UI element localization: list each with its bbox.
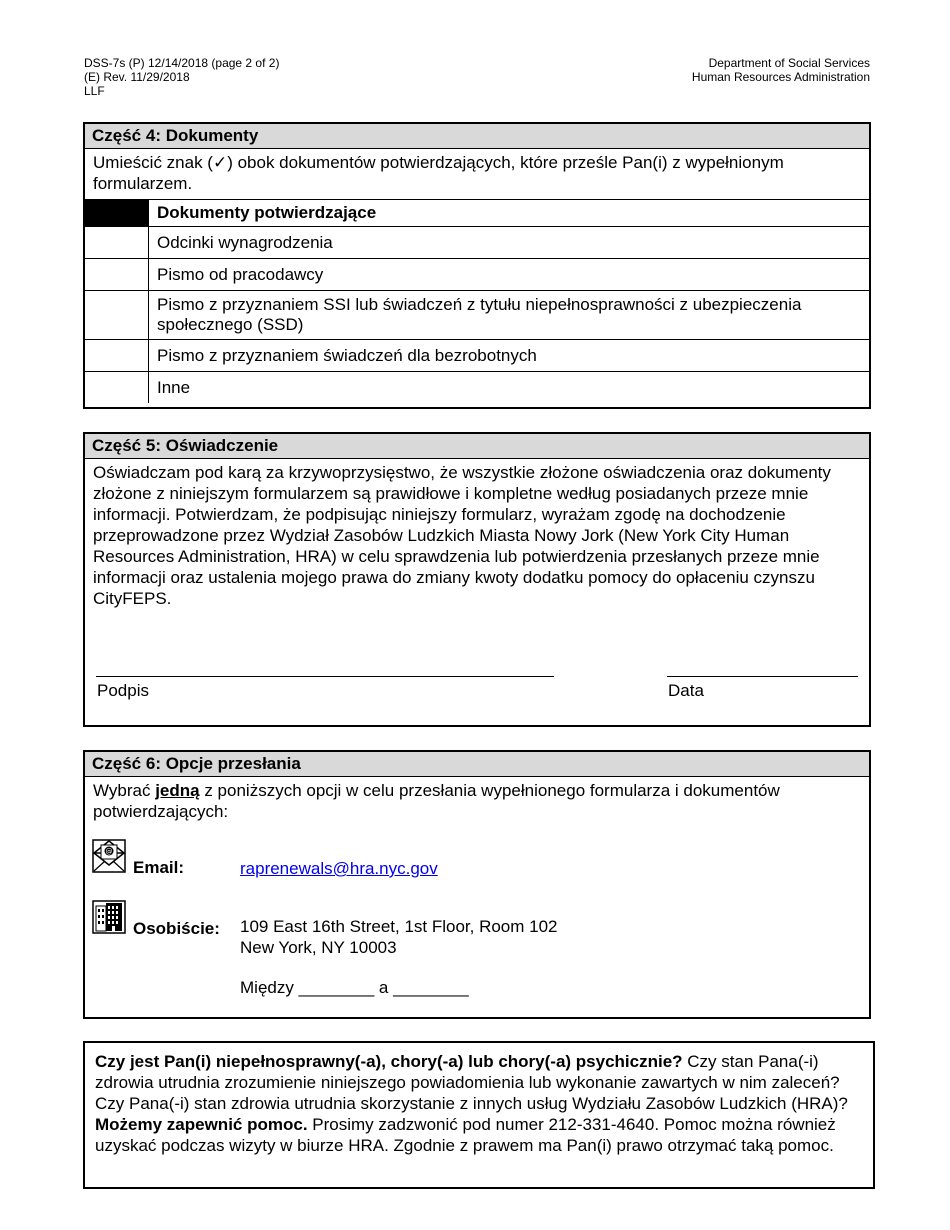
- document-checkbox-other[interactable]: [85, 372, 149, 404]
- document-checkbox-unemployment-letter[interactable]: [85, 340, 149, 372]
- documents-column-header: Dokumenty potwierdzające: [149, 200, 870, 227]
- address-line-2: New York, NY 10003: [240, 938, 397, 957]
- signature-line[interactable]: [96, 676, 554, 677]
- disability-assistance-notice: [83, 1041, 875, 1189]
- section-4-title: Część 4: Dokumenty: [85, 124, 869, 149]
- office-building-icon: [92, 900, 126, 934]
- office-address: [240, 916, 558, 958]
- section-declaration: [83, 432, 871, 727]
- assistance-text-2: Prosimy zadzwonić pod numer 212-331-4640. Pomoc można również uzyskać podczas wizyty w biurze HRA. Zgodnie z prawem ma Pan(i) prawo otrzymać taką pomoc.: [95, 1115, 836, 1155]
- email-label: Email:: [133, 858, 185, 877]
- signature-label: Podpis: [97, 681, 149, 700]
- email-envelope-icon: [92, 839, 126, 873]
- document-label: Pismo od pracodawcy: [149, 259, 870, 291]
- form-language-code: LLF: [84, 84, 105, 98]
- address-line-1: 109 East 16th Street, 1st Floor, Room 102: [240, 917, 558, 936]
- assistance-text-1: Czy stan Pana(-i) zdrowia utrudnia zrozumienie niniejszego powiadomienia lub wykonanie zawartych w nim zaleceń? Czy Pana(-i) stan zdrowia utrudnia skorzystanie z innych usług Wydziału Zasobów Ludzkich (HRA)?: [95, 1052, 848, 1113]
- agency-sub-name: Human Resources Administration: [691, 70, 870, 84]
- document-checkbox-pay-stubs[interactable]: [85, 227, 149, 259]
- table-row: [85, 291, 869, 340]
- form-revision: (E) Rev. 11/29/2018: [84, 70, 190, 84]
- table-row: [85, 259, 869, 291]
- assistance-question: Czy jest Pan(i) niepełnosprawny(-a), chory(-a) lub chory(-a) psychicznie?: [95, 1052, 683, 1071]
- agency-block: [692, 56, 870, 84]
- intro-text-end: z poniższych opcji w celu przesłania wypełnionego formularza i dokumentów potwierdzających:: [93, 781, 780, 821]
- in-person-label: Osobiście:: [133, 919, 220, 938]
- table-row: [85, 372, 869, 404]
- date-label: Data: [668, 681, 704, 700]
- intro-text-start: Wybrać: [93, 781, 156, 800]
- agency-name: Department of Social Services: [708, 56, 870, 70]
- assistance-emphasis: Możemy zapewnić pomoc.: [95, 1115, 308, 1134]
- form-id: DSS-7s (P) 12/14/2018 (page 2 of 2): [84, 56, 280, 70]
- svg-text:@: @: [105, 847, 113, 856]
- intro-emphasis: jedną: [155, 781, 200, 800]
- documents-table-header: [85, 200, 869, 227]
- table-row: [85, 340, 869, 372]
- document-label: Odcinki wynagrodzenia: [149, 227, 870, 259]
- document-label: Inne: [149, 372, 870, 404]
- section-documents: [83, 122, 871, 409]
- table-row: [85, 227, 869, 259]
- section-4-instruction: Umieścić znak (✓) obok dokumentów potwierdzających, które prześle Pan(i) z wypełnionym formularzem.: [93, 153, 784, 193]
- checkbox-column-header: [85, 200, 149, 227]
- submission-intro: [85, 777, 869, 825]
- document-label: Pismo z przyznaniem SSI lub świadczeń z tytułu niepełnosprawności z ubezpieczenia społecznego (SSD): [149, 291, 870, 340]
- documents-table: [85, 199, 869, 403]
- office-hours: Między ________ a ________: [240, 978, 469, 997]
- document-checkbox-employer-letter[interactable]: [85, 259, 149, 291]
- document-label: Pismo z przyznaniem świadczeń dla bezrobotnych: [149, 340, 870, 372]
- section-6-title: Część 6: Opcje przesłania: [85, 752, 869, 777]
- declaration-text: Oświadczam pod karą za krzywoprzysięstwo, że wszystkie złożone oświadczenia oraz dokumenty złożone z niniejszym formularzem są prawidłowe i kompletne według posiadanych przeze mnie informacji. Potwierdzam, że podpisując niniejszy formularz, wyrażam zgodę na dochodzenie przeprowadzone przez Wydział Zasobów Ludzkich Miasta Nowy Jork (New York City Human Resources Administration, HRA) w celu sprawdzenia lub potwierdzenia przesłanych przeze mnie informacji oraz ustalenia mojego prawa do zmiany kwoty dodatku pomocy do opłaceniu czynszu CityFEPS.: [93, 463, 831, 608]
- section-5-title: Część 5: Oświadczenie: [85, 434, 869, 459]
- email-link[interactable]: raprenewals@hra.nyc.gov: [240, 859, 438, 878]
- document-checkbox-ssi-letter[interactable]: [85, 291, 149, 340]
- section-submission-options: [83, 750, 871, 1019]
- date-line[interactable]: [667, 676, 858, 677]
- form-id-block: [84, 56, 279, 98]
